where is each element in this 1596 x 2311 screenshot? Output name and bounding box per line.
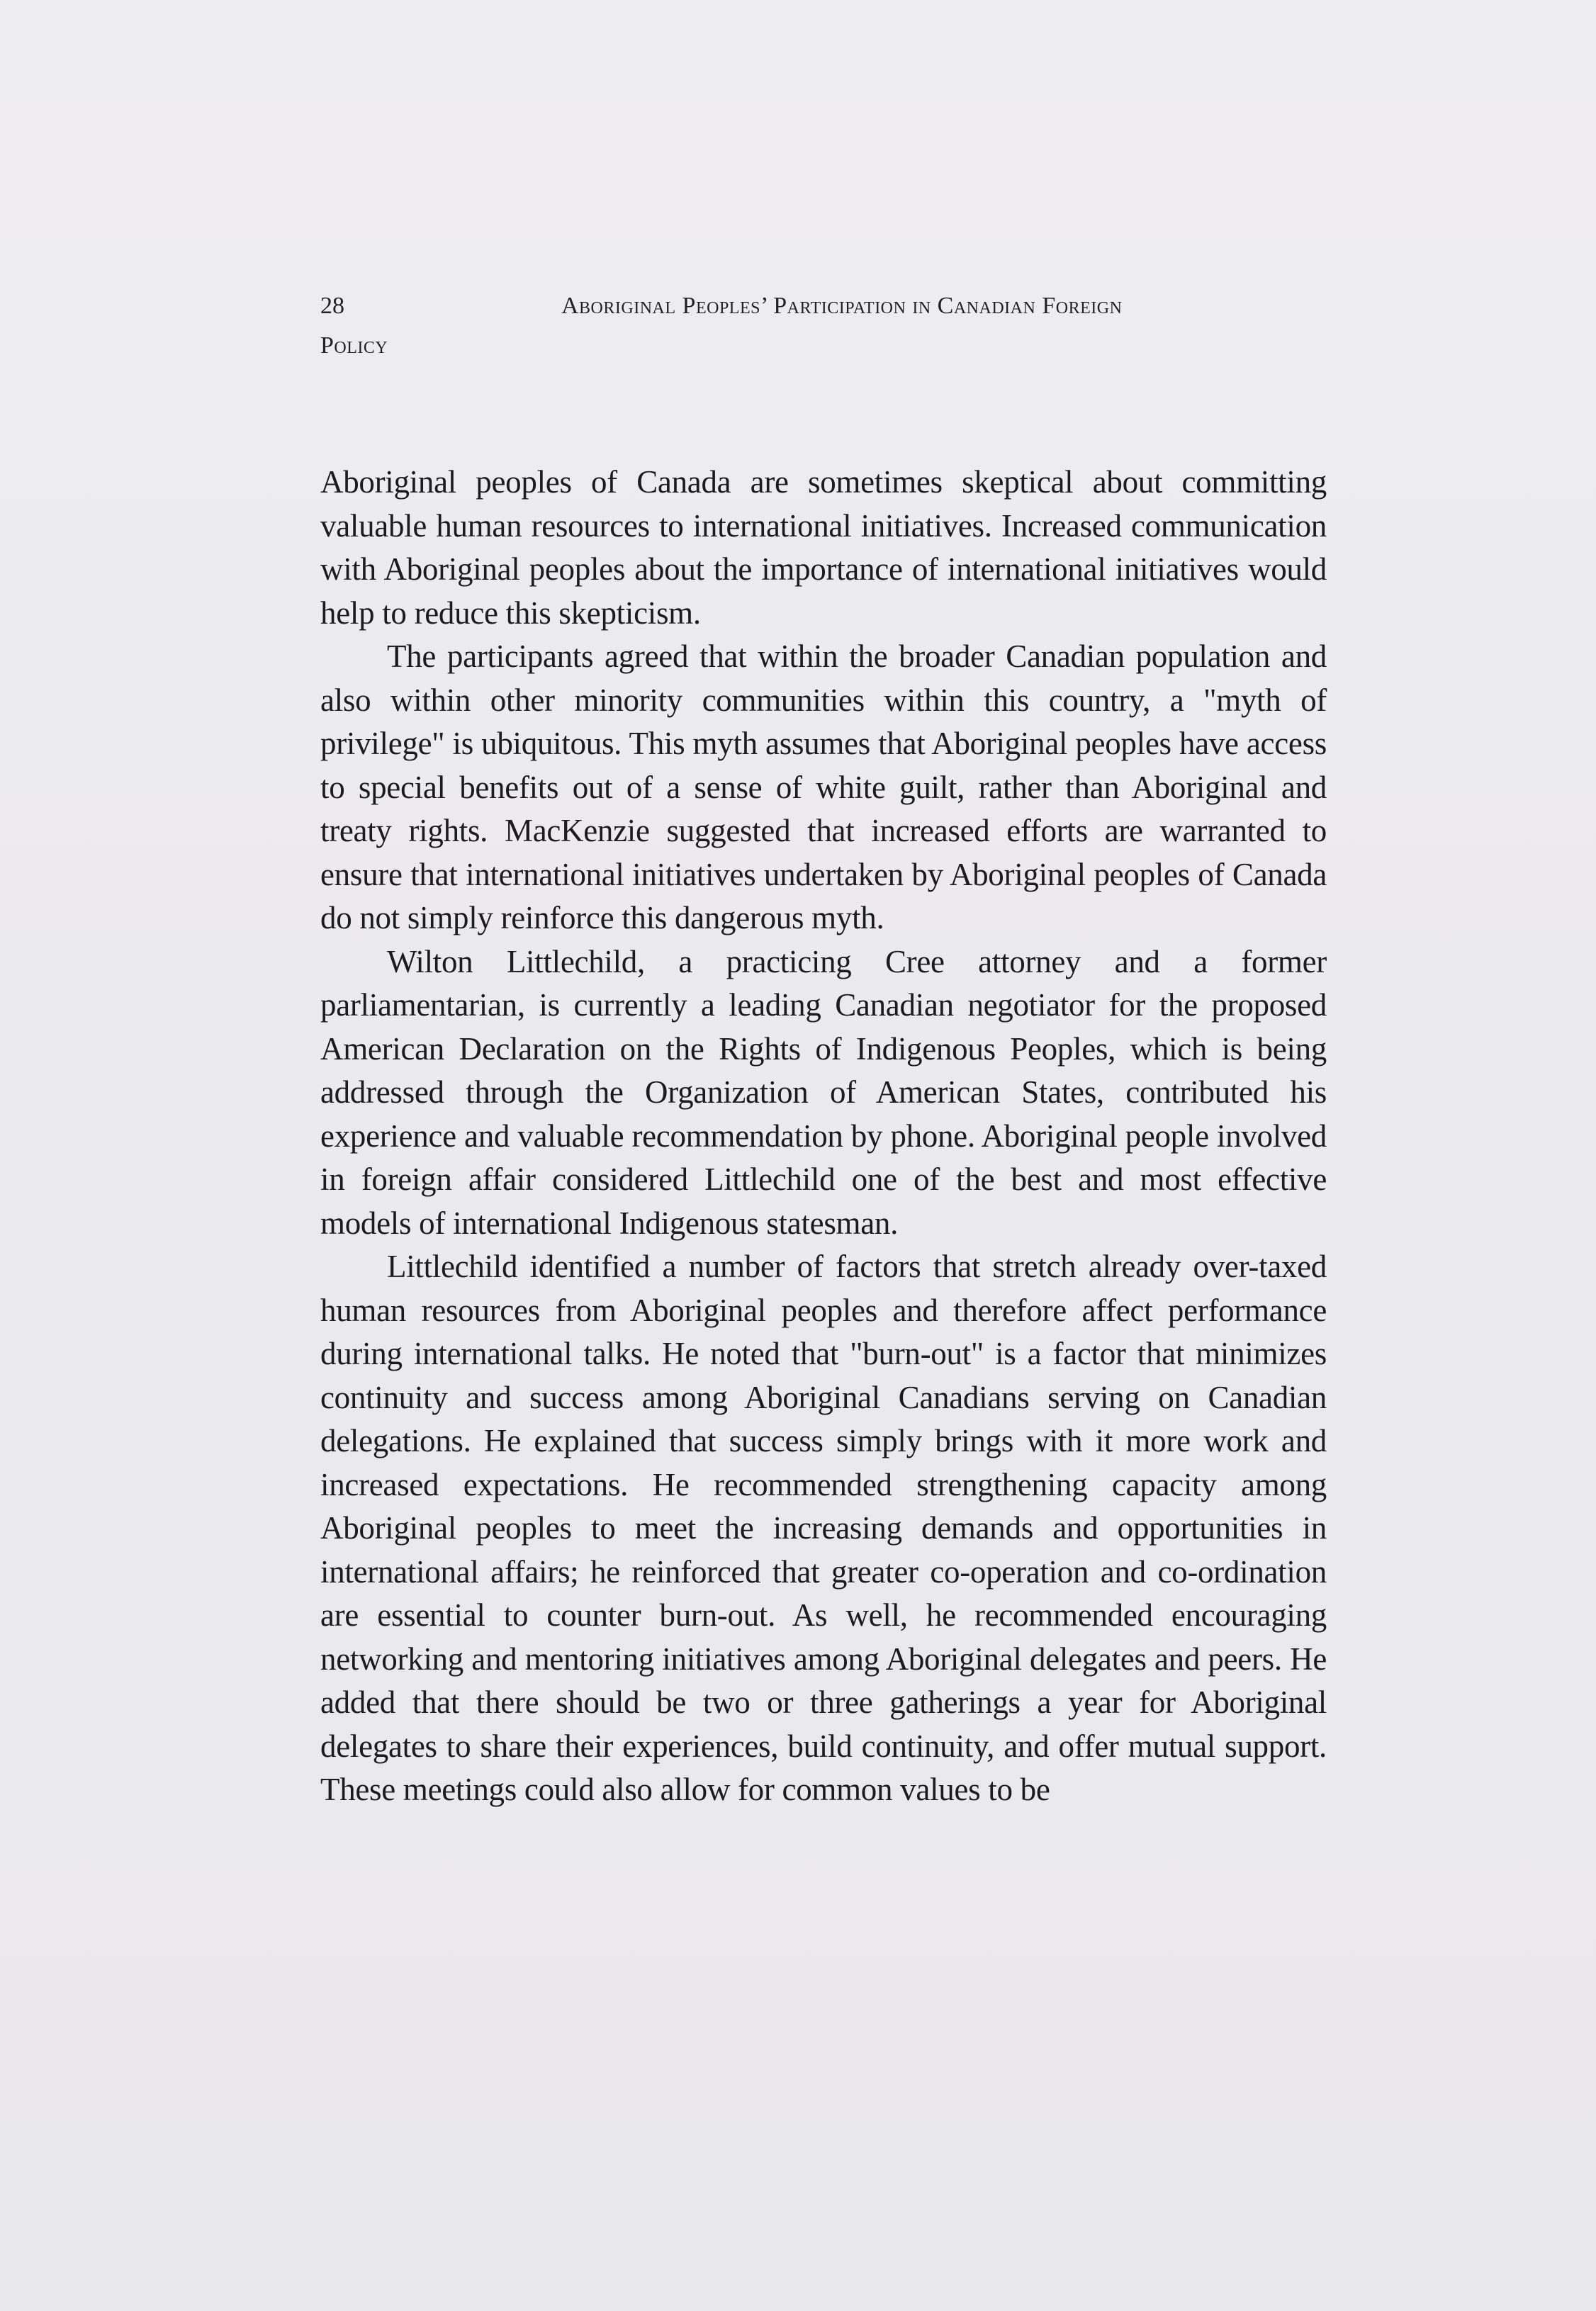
page-number: 28 — [320, 293, 344, 319]
paragraph-2: The participants agreed that within the broader Canadian population and also within other minority communities within this country, a "myth of privilege" is ubiquitous. This myth assumes that Aboriginal peoples have access to special benefits out of a sense of white guilt, rather than Aboriginal and treaty rights. MacKenzie suggested that increased efforts are warranted to ensure that international initiatives undertaken by Aboriginal peoples of Canada do not simply reinforce this dangerous myth. — [320, 639, 1327, 935]
running-title-continuation: Policy — [320, 332, 388, 359]
paragraph-1: Aboriginal peoples of Canada are sometimes skeptical about committing valuable human resources to international initiatives. Increased communication with Aboriginal peoples about the importance of international initiatives would help to reduce this skepticism. — [320, 464, 1327, 631]
running-title: Aboriginal Peoples’ Participation in Canadian Foreign — [561, 293, 1123, 319]
paragraph-3: Wilton Littlechild, a practicing Cree attorney and a former parliamentarian, is currently a leading Canadian negotiator for the proposed American Declaration on the Rights of Indigenous Peoples, which is being addressed through the Organization of American States, contributed his experience and valuable recommendation by phone. Aboriginal people involved in foreign affair considered Littlechild one of the best and most effective models of international Indigenous statesman. — [320, 943, 1327, 1241]
paragraph-4: Littlechild identified a number of factors that stretch already over-taxed human resources from Aboriginal peoples and therefore affect performance during international talks. He noted that "burn-out" is a factor that minimizes continuity and success among Aboriginal Canadians serving on Canadian delegations. He explained that success simply brings with it more work and increased expectations. He recommended strengthening capacity among Aboriginal peoples to meet the increasing demands and opportunities in international affairs; he reinforced that greater co-operation and co-ordination are essential to counter burn-out. As well, he recommended encouraging networking and mentoring initiatives among Aboriginal delegates and peers. He added that there should be two or three gatherings a year for Aboriginal delegates to share their experiences, build continuity, and offer mutual support. These meetings could also allow for common values to be — [320, 1249, 1327, 1807]
body-text — [320, 461, 1327, 1812]
running-header — [320, 286, 1348, 366]
